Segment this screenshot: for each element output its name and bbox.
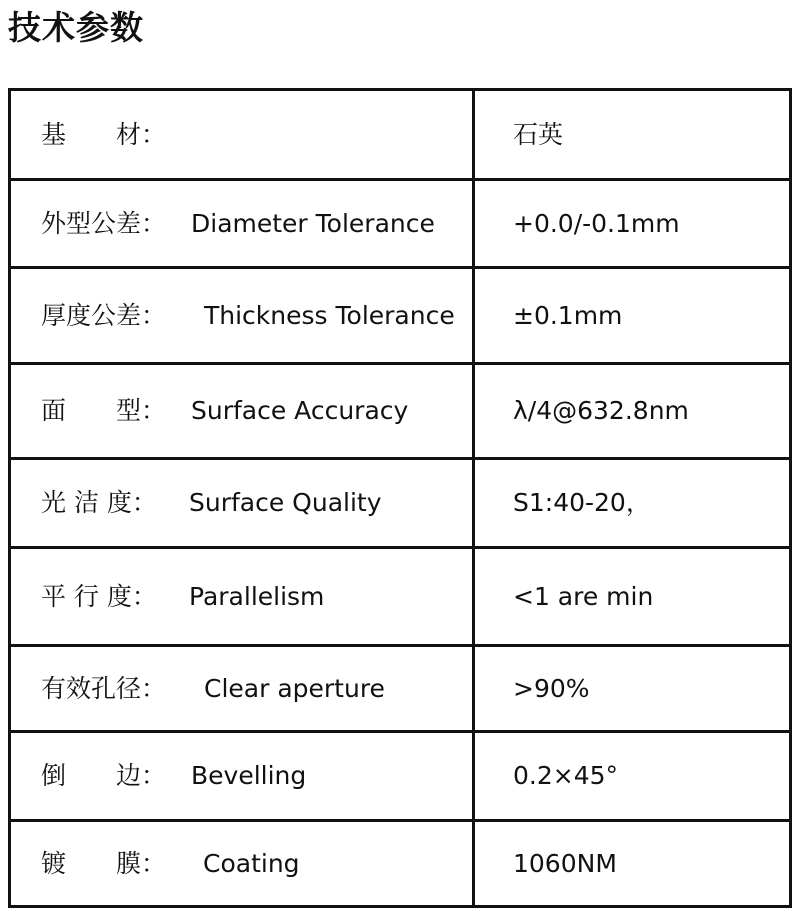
cn-label: 外型公差： bbox=[41, 208, 167, 238]
table-row bbox=[10, 364, 791, 459]
label-cell bbox=[10, 364, 474, 459]
value-cell: 0.2×45° bbox=[474, 732, 791, 821]
en-label: Bevelling bbox=[191, 761, 307, 790]
label-cell bbox=[10, 268, 474, 364]
page-title: 技术参数 bbox=[8, 8, 144, 47]
spec-table bbox=[8, 88, 792, 908]
table-row bbox=[10, 646, 791, 732]
label-cell bbox=[10, 732, 474, 821]
label-cell bbox=[10, 459, 474, 548]
en-label: Parallelism bbox=[189, 581, 325, 611]
label-cell bbox=[10, 90, 474, 180]
label-cell bbox=[10, 548, 474, 646]
cn-label: 光 洁 度： bbox=[41, 488, 157, 517]
value-cell: ±0.1mm bbox=[474, 268, 791, 364]
en-label: Surface Quality bbox=[189, 488, 382, 517]
cn-label: 面 型： bbox=[41, 396, 167, 425]
table-row bbox=[10, 268, 791, 364]
table-row bbox=[10, 459, 791, 548]
label-cell bbox=[10, 180, 474, 268]
en-label: Coating bbox=[203, 848, 300, 878]
cn-label: 基 材： bbox=[41, 119, 167, 149]
table-row bbox=[10, 732, 791, 821]
table-row bbox=[10, 821, 791, 907]
cn-label: 有效孔径： bbox=[41, 673, 167, 703]
label-cell bbox=[10, 821, 474, 907]
table-row bbox=[10, 90, 791, 180]
value-cell: λ/4@632.8nm bbox=[474, 364, 791, 459]
cn-label: 镀 膜： bbox=[41, 848, 167, 878]
en-label: Thickness Tolerance bbox=[204, 300, 455, 330]
value-cell: <1 are min bbox=[474, 548, 791, 646]
table-row bbox=[10, 180, 791, 268]
cn-label: 厚度公差： bbox=[41, 300, 167, 330]
table-row bbox=[10, 548, 791, 646]
value-cell: 1060NM bbox=[474, 821, 791, 907]
label-cell bbox=[10, 646, 474, 732]
en-label: Clear aperture bbox=[204, 673, 385, 703]
cn-label: 平 行 度： bbox=[41, 581, 157, 611]
value-cell: 石英 bbox=[474, 90, 791, 180]
en-label: Surface Accuracy bbox=[191, 396, 409, 425]
cn-label: 倒 边： bbox=[41, 761, 167, 790]
en-label: Diameter Tolerance bbox=[191, 208, 435, 238]
value-cell: +0.0/-0.1mm bbox=[474, 180, 791, 268]
value-cell: >90% bbox=[474, 646, 791, 732]
value-cell: S1:40-20， bbox=[474, 459, 791, 548]
